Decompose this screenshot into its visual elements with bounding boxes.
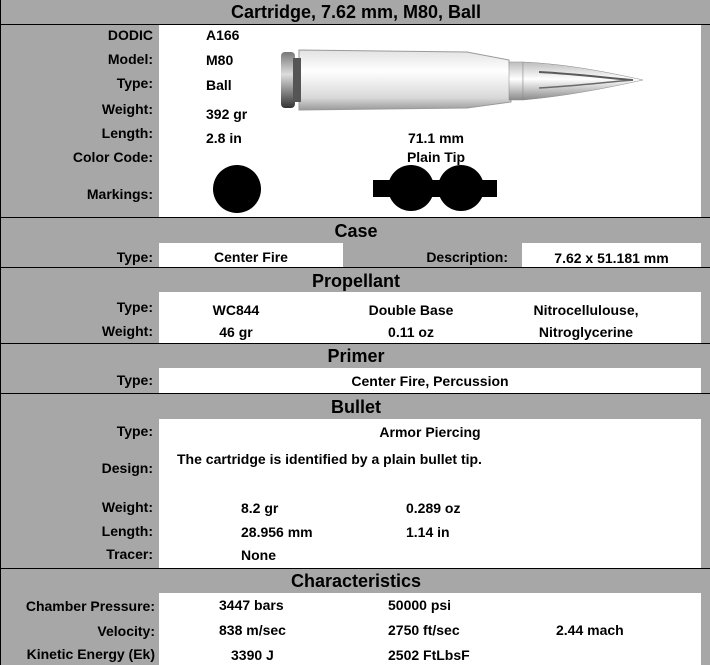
model-value: M80 bbox=[206, 52, 234, 68]
bullet-type-label: Type: bbox=[116, 423, 153, 439]
right-margin bbox=[701, 25, 710, 217]
bullet-length-label: Length: bbox=[101, 523, 153, 539]
velocity-ms: 838 m/sec bbox=[219, 622, 286, 638]
propellant-component-2: Nitroglycerine bbox=[538, 324, 634, 340]
propellant-component-1: Nitrocellulouse, bbox=[533, 302, 639, 318]
propellant-weight-gr: 46 gr bbox=[219, 324, 253, 340]
propellant-base: Double Base bbox=[368, 302, 454, 318]
page-title: Cartridge, 7.62 mm, M80, Ball bbox=[230, 2, 482, 22]
propellant-weight-oz: 0.11 oz bbox=[388, 324, 434, 340]
velocity-mach: 2.44 mach bbox=[556, 622, 624, 638]
case-description-value: 7.62 x 51.181 mm bbox=[554, 250, 669, 266]
bullet-type-value: Armor Piercing bbox=[379, 424, 481, 440]
bullet-length-mm: 28.956 mm bbox=[241, 524, 313, 540]
length-label: Length: bbox=[101, 125, 153, 141]
model-label: Model: bbox=[107, 51, 153, 67]
case-type-label: Type: bbox=[116, 249, 153, 265]
markings-label: Markings: bbox=[86, 186, 153, 202]
case-description-label: Description: bbox=[426, 249, 508, 265]
chamber-pressure-bars: 3447 bars bbox=[219, 597, 284, 613]
primer-type-label: Type: bbox=[116, 372, 153, 388]
dodic-label: DODIC bbox=[107, 27, 153, 43]
color-code-dot bbox=[211, 165, 263, 215]
primer-type-value: Center Fire, Percussion bbox=[351, 373, 509, 389]
bullet-length-in: 1.14 in bbox=[406, 524, 450, 540]
right-margin bbox=[701, 593, 710, 665]
right-margin bbox=[701, 419, 710, 568]
dodic-value: A166 bbox=[206, 27, 240, 43]
characteristics-heading: Characteristics bbox=[290, 571, 422, 591]
type-value: Ball bbox=[206, 77, 232, 93]
bullet-tracer-value: None bbox=[241, 547, 276, 563]
kinetic-energy-ftlbs: 2502 FtLbsF bbox=[388, 647, 470, 663]
right-margin bbox=[701, 368, 710, 393]
type-label: Type: bbox=[116, 75, 153, 91]
chamber-pressure-label: Chamber Pressure: bbox=[25, 598, 155, 614]
kinetic-energy-j: 3390 J bbox=[231, 647, 274, 663]
velocity-label: Velocity: bbox=[97, 623, 155, 639]
right-margin bbox=[701, 292, 710, 343]
propellant-type-label: Type: bbox=[116, 299, 153, 315]
case-type-value: Center Fire bbox=[214, 249, 288, 265]
bullet-tracer-label: Tracer: bbox=[106, 546, 153, 562]
velocity-fts: 2750 ft/sec bbox=[388, 622, 460, 638]
bullet-design-value: The cartridge is identified by a plain bullet tip. bbox=[177, 451, 482, 467]
propellant-heading: Propellant bbox=[311, 271, 400, 291]
bullet-heading: Bullet bbox=[330, 397, 381, 417]
length-metric-value: 71.1 mm bbox=[407, 130, 465, 146]
primer-heading: Primer bbox=[327, 346, 385, 366]
weight-label: Weight: bbox=[101, 101, 153, 117]
color-code-value: Plain Tip bbox=[406, 149, 466, 165]
case-heading: Case bbox=[334, 221, 378, 241]
bullet-design-label: Design: bbox=[101, 460, 153, 476]
propellant-type-value: WC844 bbox=[212, 302, 260, 318]
color-code-label: Color Code: bbox=[72, 149, 153, 165]
markings-icon bbox=[371, 162, 499, 214]
cartridge-image bbox=[277, 42, 647, 118]
bullet-weight-oz: 0.289 oz bbox=[406, 500, 461, 516]
weight-value: 392 gr bbox=[206, 106, 248, 122]
kinetic-energy-label: Kinetic Energy (Ek) bbox=[26, 646, 155, 662]
bullet-weight-label: Weight: bbox=[101, 499, 153, 515]
propellant-weight-label: Weight: bbox=[101, 323, 153, 339]
length-value: 2.8 in bbox=[206, 130, 242, 146]
bullet-weight-gr: 8.2 gr bbox=[241, 500, 279, 516]
chamber-pressure-psi: 50000 psi bbox=[388, 597, 452, 613]
